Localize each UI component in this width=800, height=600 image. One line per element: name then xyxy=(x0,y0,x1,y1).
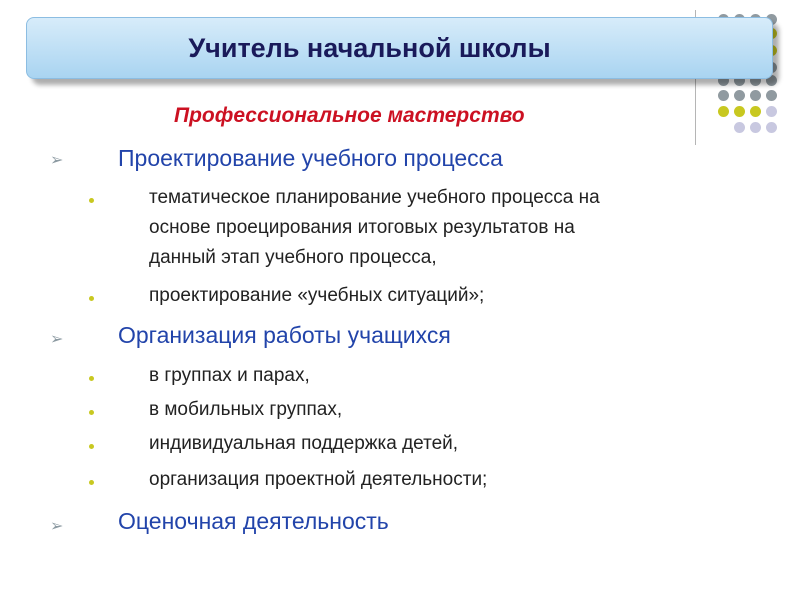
decorative-dot xyxy=(766,90,777,101)
title-box xyxy=(26,17,773,79)
arrow-bullet-icon: ➢ xyxy=(50,152,64,169)
list-item-line: проектирование «учебных ситуаций»; xyxy=(149,285,485,306)
decorative-dot xyxy=(734,90,745,101)
bullet-icon xyxy=(89,410,94,415)
list-item-line: основе проецирования итоговых результатов на xyxy=(149,217,575,238)
section-heading: Организация работы учащихся xyxy=(118,322,451,348)
decorative-dot xyxy=(750,122,761,133)
bullet-icon xyxy=(89,198,94,203)
list-item-line: в мобильных группах, xyxy=(149,399,343,420)
slide-title: Учитель начальной школы xyxy=(188,32,551,63)
subtitle: Профессиональное мастерство xyxy=(174,104,525,127)
decorative-dot xyxy=(718,90,729,101)
section-heading: Проектирование учебного процесса xyxy=(118,145,503,171)
decorative-dot xyxy=(750,90,761,101)
list-item-line: данный этап учебного процесса, xyxy=(149,247,437,268)
decorative-dot xyxy=(766,106,777,117)
section-heading: Оценочная деятельность xyxy=(118,508,389,534)
bullet-icon xyxy=(89,480,94,485)
decorative-dot xyxy=(718,106,729,117)
decorative-dot xyxy=(734,106,745,117)
decorative-dot xyxy=(766,122,777,133)
decorative-dot xyxy=(734,122,745,133)
list-item-line: индивидуальная поддержка детей, xyxy=(149,433,459,454)
list-item-line: тематическое планирование учебного процесса на xyxy=(149,187,600,208)
decorative-dot xyxy=(750,106,761,117)
list-item-line: в группах и парах, xyxy=(149,365,310,386)
arrow-bullet-icon: ➢ xyxy=(50,518,64,535)
bullet-icon xyxy=(89,376,94,381)
list-item-line: организация проектной деятельности; xyxy=(149,469,488,490)
bullet-icon xyxy=(89,296,94,301)
arrow-bullet-icon: ➢ xyxy=(50,331,64,348)
bullet-icon xyxy=(89,444,94,449)
